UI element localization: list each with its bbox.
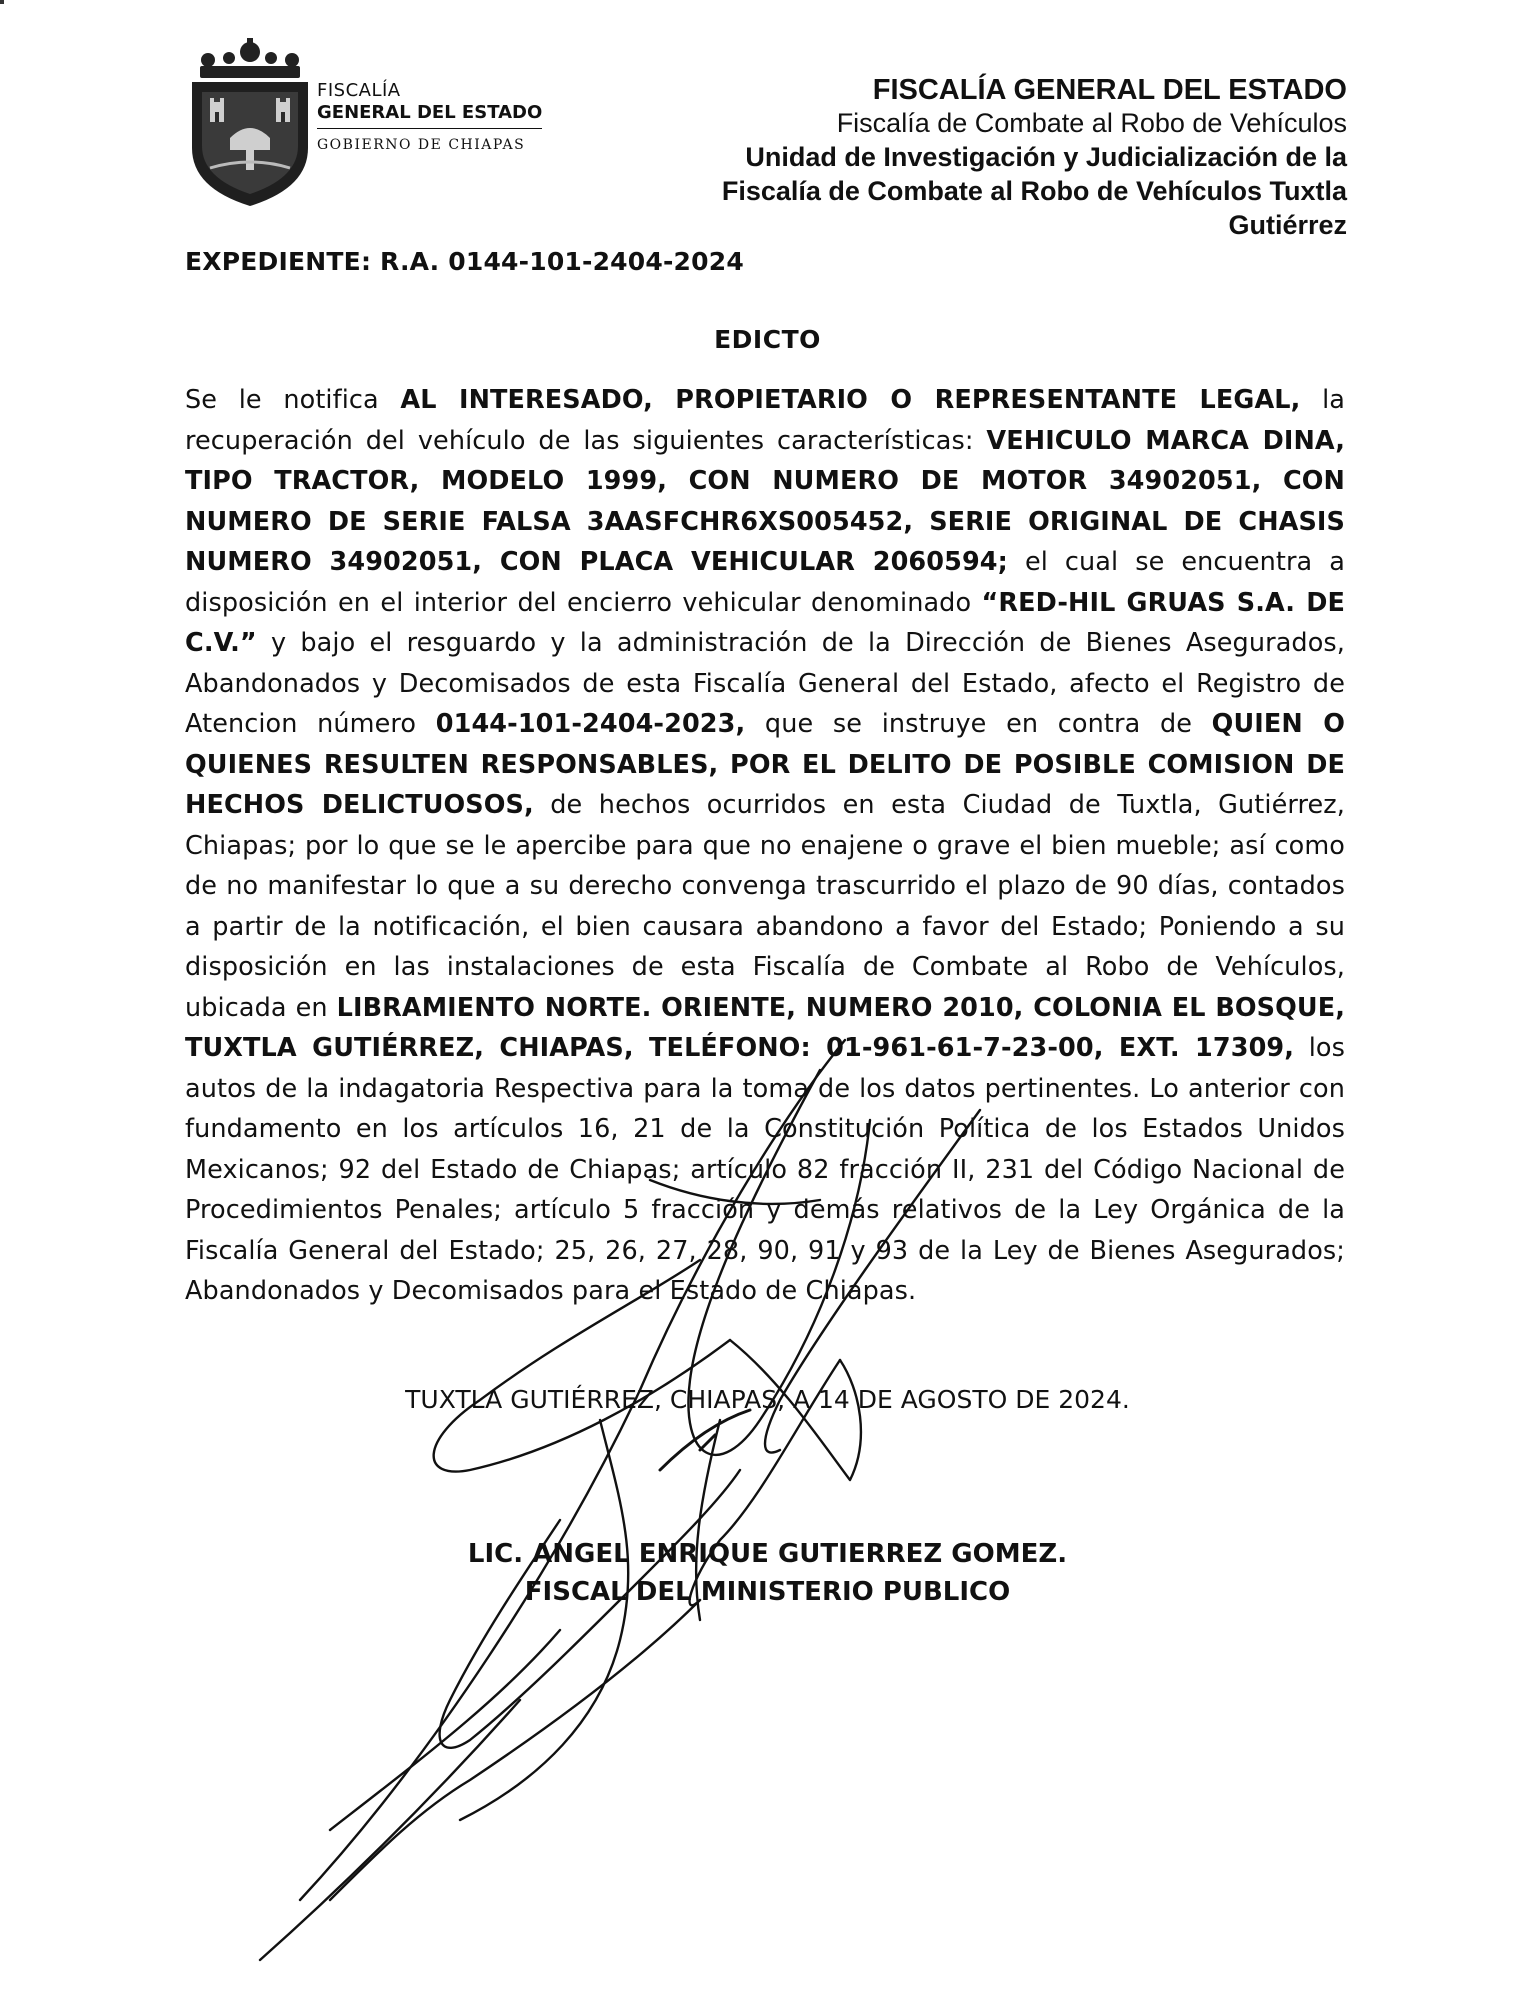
header-unit-line3: Gutiérrez: [1228, 210, 1347, 240]
body-bold-4: 0144-101-2404-2023,: [435, 709, 746, 739]
body-text-7: los autos de la indagatoria Respectiva para la toma de los datos pertinentes. Lo anterior con fundamento en los artículos 16, 21 de la Constitución Política de los Estados Unidos Mexicanos; 92 del Estado de Chiapas; artículo 82 fracción II, 231 del Código Nacional de Procedimientos Penales; artículo 5 fracción y demás relativos de la Ley Orgánica de la Fiscalía General del Estado; 25, 26, 27, 28, 90, 91 y 93 de la Ley de Bienes Asegurados; Abandonados y Decomisados para el Estado de Chiapas.: [185, 1033, 1345, 1306]
signatory-name: LIC. ANGEL ENRIQUE GUTIERREZ GOMEZ.: [467, 1539, 1068, 1569]
body-text-4: y bajo el resguardo y la administración de la Dirección de Bienes Asegurados, Abandonados y Decomisados de esta Fiscalía General del Estado, afecto el Registro de Atencion número: [185, 628, 1345, 739]
header-unit-line2: Fiscalía de Combate al Robo de Vehículos Tuxtla: [721, 176, 1347, 206]
body-bold-1: AL INTERESADO, PROPIETARIO O REPRESENTANTE LEGAL,: [400, 385, 1301, 415]
logo-line-gobierno: GOBIERNO DE CHIAPAS: [317, 137, 526, 153]
header-block: [527, 73, 1347, 242]
coat-of-arms-icon: [180, 38, 320, 208]
notice-body: [185, 380, 1345, 1312]
body-text-1: Se le notifica: [185, 385, 401, 415]
header-title: FISCALÍA GENERAL DEL ESTADO: [872, 74, 1347, 106]
scan-mark: [0, 0, 4, 4]
body-text-3: el cual se encuentra a disposición en el interior del encierro vehicular denominado: [185, 547, 1345, 618]
document-title: EDICTO: [714, 325, 821, 354]
place-date: TUXTLA GUTIÉRREZ, CHIAPAS, A 14 DE AGOSTO DE 2024.: [405, 1385, 1130, 1414]
header-unit-line1: Unidad de Investigación y Judicialización de la: [745, 142, 1347, 172]
body-text-2: la recuperación del vehículo de las siguientes características:: [185, 385, 1345, 456]
body-bold-2: VEHICULO MARCA DINA, TIPO TRACTOR, MODELO 1999, CON NUMERO DE MOTOR 34902051, CON NUMERO DE SERIE FALSA 3AASFCHR6XS005452, SERIE ORIGINAL DE CHASIS NUMERO 34902051, CON PLACA VEHICULAR 2060594;: [185, 425, 1345, 577]
body-text-6: de hechos ocurridos en esta Ciudad de Tuxtla, Gutiérrez, Chiapas; por lo que se le apercibe para que no enajene o grave el bien mueble; así como de no manifestar lo que a su derecho convenga trascurrido el plazo de 90 días, contados a partir de la notificación, el bien causara abandono a favor del Estado; Poniendo a su disposición en las instalaciones de esta Fiscalía de Combate al Robo de Vehículos, ubicada en: [185, 790, 1346, 1023]
header-subtitle: Fiscalía de Combate al Robo de Vehículos: [836, 108, 1347, 138]
logo-line-general: GENERAL DEL ESTADO: [317, 102, 542, 129]
body-text-5: que se instruye en contra de: [745, 709, 1212, 739]
body-bold-6: LIBRAMIENTO NORTE. ORIENTE, NUMERO 2010, COLONIA EL BOSQUE, TUXTLA GUTIÉRREZ, CHIAPAS, TELÉFONO: 01-961-61-7-23-00, EXT. 17309,: [185, 992, 1345, 1063]
signatory-block: [0, 1535, 1535, 1611]
signatory-role: FISCAL DEL MINISTERIO PUBLICO: [524, 1577, 1011, 1607]
logo-text: [317, 80, 557, 153]
logo-line-fiscalia: FISCALÍA: [317, 80, 401, 101]
case-number: EXPEDIENTE: R.A. 0144-101-2404-2024: [185, 247, 744, 276]
body-bold-3: “RED-HIL GRUAS S.A. DE C.V.”: [185, 587, 1345, 658]
body-bold-5: QUIEN O QUIENES RESULTEN RESPONSABLES, POR EL DELITO DE POSIBLE COMISION DE HECHOS DELICTUOSOS,: [185, 709, 1345, 820]
